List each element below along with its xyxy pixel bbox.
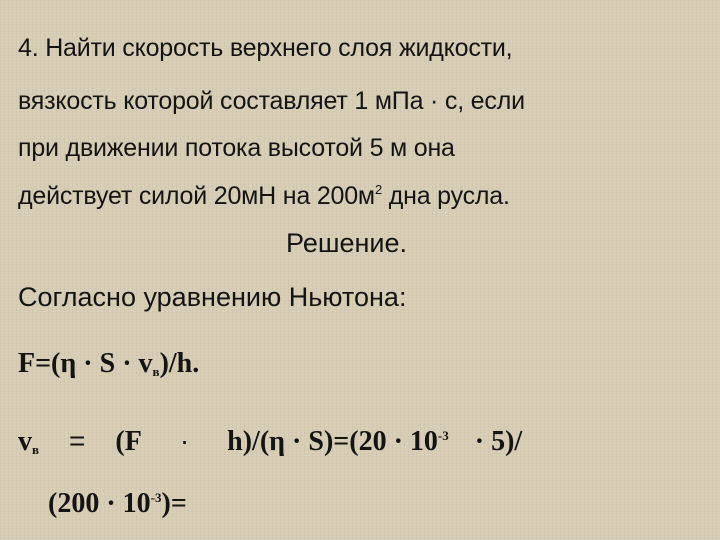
velocity-symbol: v — [18, 426, 32, 457]
equals-sign: = — [69, 425, 86, 456]
formula-velocity — [18, 425, 522, 458]
formula-denominator — [48, 488, 187, 520]
formula-newton — [18, 348, 199, 380]
problem-line-2: вязкость которой составляет 1 мПа · с, если — [18, 87, 525, 115]
area-exponent: 2 — [374, 182, 382, 197]
formula-exp-2: -3 — [150, 490, 162, 505]
problem-line-3: при движении потока высотой 5 м она — [18, 134, 455, 162]
denominator-main: (200 · 10 — [48, 488, 151, 519]
formula-dot: · — [179, 425, 190, 456]
formula-newton-sub: в — [152, 364, 160, 379]
formula-exp-1: -3 — [437, 428, 449, 443]
solution-heading: Решение. — [286, 228, 408, 258]
formula-open: (F — [115, 426, 142, 457]
newton-intro: Согласно уравнению Ньютона: — [18, 282, 407, 312]
velocity-sub: в — [32, 442, 40, 457]
problem-line-4-text: действует силой 20мН на 200м — [18, 182, 375, 210]
formula-end: · 5)/ — [474, 426, 523, 457]
formula-mid: h)/(η · S)=(20 · 10 — [227, 426, 438, 457]
denominator-end: )= — [161, 488, 187, 519]
problem-line-1: 4. Найти скорость верхнего слоя жидкости, — [18, 34, 513, 62]
problem-line-4 — [18, 182, 510, 211]
problem-line-4-end: дна русла. — [381, 182, 510, 210]
formula-newton-main: F=(η · S · v — [18, 348, 153, 379]
formula-newton-end: )/h. — [159, 348, 200, 379]
